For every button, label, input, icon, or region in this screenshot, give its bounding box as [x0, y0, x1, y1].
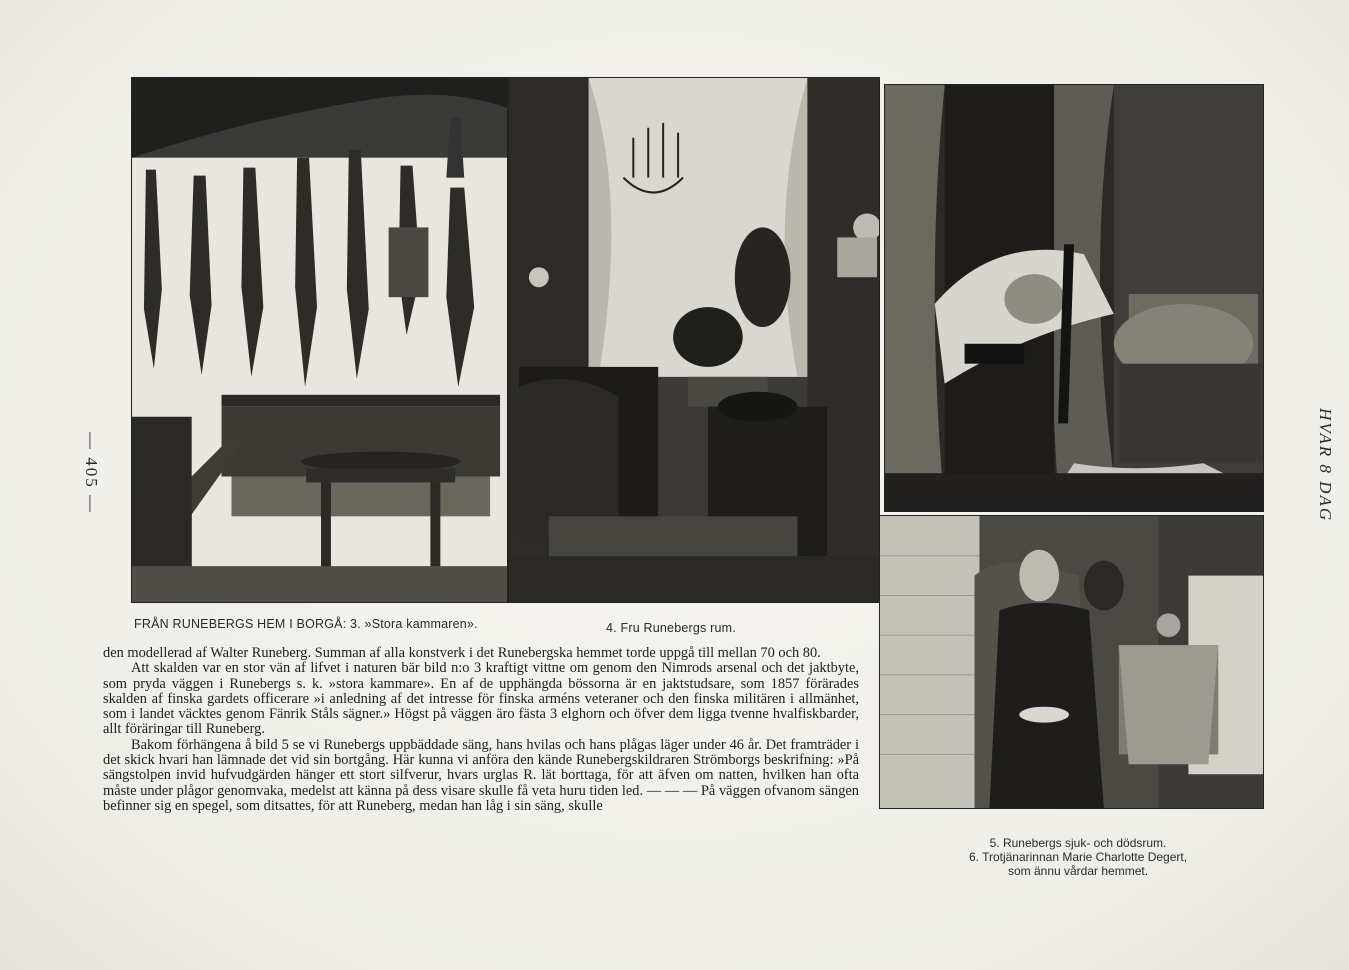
caption-photo-6: 6. Trotjänarinnan Marie Charlotte Degert,: [968, 850, 1188, 864]
article-paragraph: den modellerad af Walter Runeberg. Summan af alla konstverk i det Runebergska hemmet torde uppgå till mellan 70 och 80.: [103, 645, 821, 661]
caption-photo-5-6: [888, 836, 1268, 878]
photo-fru-runebergs-rum-image: [509, 78, 879, 602]
page-number: — 405 —: [82, 432, 101, 514]
photo-marie-charlotte-degert: [879, 515, 1264, 809]
photo-stora-kammaren: [131, 77, 508, 603]
article-paragraph: Bakom förhängena å bild 5 se vi Runebergs uppbäddade säng, hans hvilas och hans plågas läger under 46 år. Det framträder i det skick hvari han lämnade det vid sin bortgång. Här kunna vi anföra den kände Runebergskildraren Strömborgs beskrifning: »På sängstolpen invid hufvudgärden hänger ett stort silfverur, hvars urglas R. lät borttaga, för att äfven om natten, hvilken han ofta måste under plågor genomvaka, medelst att känna på dess visare skulle få veta huru tiden led. — — — På väggen ofvanom sängen befinner sig en spegel, som ditsattes, för att Runeberg, medan han låg i sin säng, skulle: [103, 736, 859, 814]
photo-fru-runebergs-rum: [508, 77, 880, 603]
photo-runebergs-dodsrum-image: [885, 85, 1263, 511]
article-paragraph: Att skalden var en stor vän af lifvet i naturen bär bild n:o 3 kraftigt vittne om genom den Nimrods arsenal och det jaktbyte, som pryda väggen i Runebergs s. k. »stora kammare». En af de upphängda bössorna är en jaktstudsare, som 1857 förärades skalden af finska gardets officerare »i anledning af det intresse för finska arméns veteraner och den finska militären i allmänhet, som i landet väcktes genom Fänrik Ståls sägner.» Högst på väggen äro fästa 3 elghorn och öfver dem ligga tvenne hvalfiskbarder, allt föräringar till Runeberg.: [103, 660, 859, 738]
caption-photo-4: 4. Fru Runebergs rum.: [606, 621, 736, 635]
publication-name: HVAR 8 DAG: [1316, 408, 1335, 523]
photo-runebergs-dodsrum: [884, 84, 1264, 512]
article-text: [103, 646, 859, 814]
caption-photo-5: 5. Runebergs sjuk- och dödsrum.: [989, 836, 1167, 850]
photo-marie-charlotte-degert-image: [880, 516, 1263, 808]
caption-photo-3: FRÅN RUNEBERGS HEM I BORGÅ: 3. »Stora kammaren».: [134, 617, 478, 631]
caption-photo-6-cont: som ännu vårdar hemmet.: [1007, 864, 1149, 878]
photo-stora-kammaren-image: [132, 78, 507, 602]
